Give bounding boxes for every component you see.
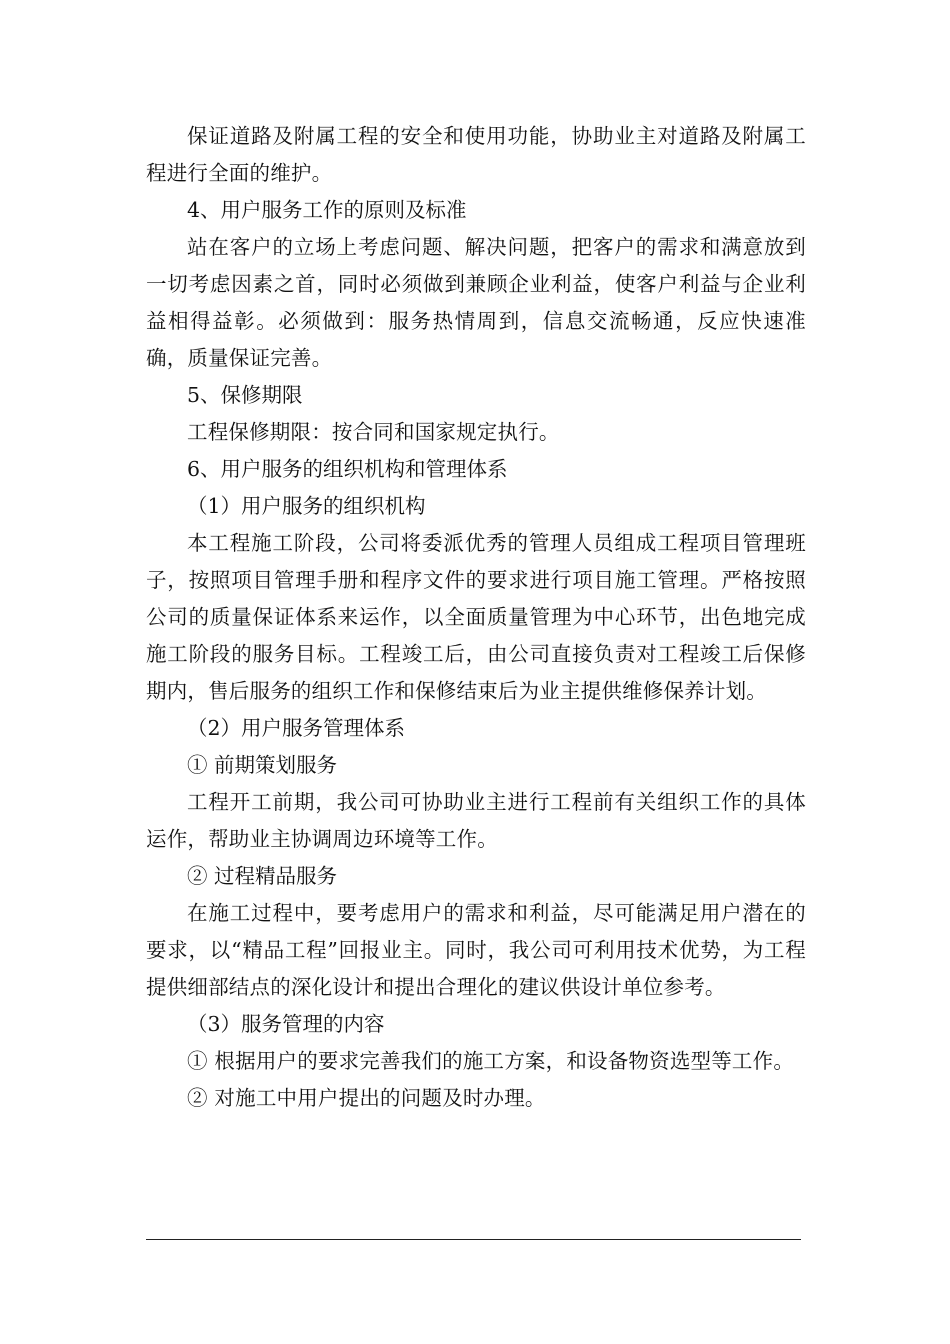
paragraph-service-principles: 站在客户的立场上考虑问题、解决问题，把客户的需求和满意放到一切考虑因素之首，同时必须做到兼顾企业利益，使客户利益与企业利益相得益彰。必须做到：服务热情周到，信息交流畅通，反应快速准确，质量保证完善。 (146, 235, 806, 370)
heading-service-principles: 4、用户服务工作的原则及标准 (187, 198, 467, 222)
subheading-management-system: （2）用户服务管理体系 (187, 716, 406, 740)
heading-planning-service: ① 前期策划服务 (187, 753, 338, 777)
heading-warranty-period: 5、保修期限 (187, 383, 303, 407)
subheading-management-content: （3）服务管理的内容 (187, 1012, 385, 1036)
heading-organization-system: 6、用户服务的组织机构和管理体系 (187, 457, 508, 481)
heading-process-service: ② 过程精品服务 (187, 864, 338, 888)
paragraph-organization: 本工程施工阶段，公司将委派优秀的管理人员组成工程项目管理班子，按照项目管理手册和程序文件的要求进行项目施工管理。严格按照公司的质量保证体系来运作，以全面质量管理为中心环节，出色地完成施工阶段的服务目标。工程竣工后，由公司直接负责对工程竣工后保修期内，售后服务的组织工作和保修结束后为业主提供维修保养计划。 (146, 531, 806, 703)
paragraph-content-item-2: ② 对施工中用户提出的问题及时办理。 (187, 1086, 546, 1110)
paragraph-maintenance: 保证道路及附属工程的安全和使用功能，协助业主对道路及附属工程进行全面的维护。 (146, 124, 806, 185)
paragraph-planning-service: 工程开工前期，我公司可协助业主进行工程前有关组织工作的具体运作，帮助业主协调周边环境等工作。 (146, 790, 806, 851)
paragraph-warranty-period: 工程保修期限：按合同和国家规定执行。 (187, 420, 560, 444)
subheading-organization: （1）用户服务的组织机构 (187, 494, 426, 518)
footer-divider (146, 1239, 801, 1240)
document-body (146, 118, 806, 1117)
paragraph-content-item-1: ① 根据用户的要求完善我们的施工方案，和设备物资选型等工作。 (187, 1049, 795, 1073)
paragraph-process-service: 在施工过程中，要考虑用户的需求和利益，尽可能满足用户潜在的要求，以“精品工程”回报业主。同时，我公司可利用技术优势，为工程提供细部结点的深化设计和提出合理化的建议供设计单位参考。 (146, 901, 806, 999)
